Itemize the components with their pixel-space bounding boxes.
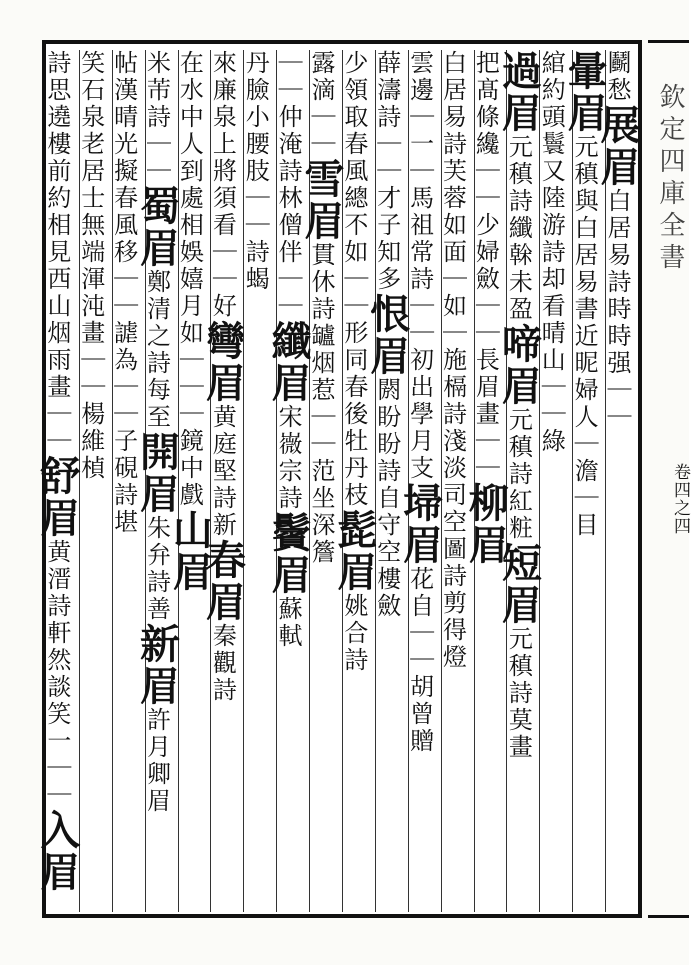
citation-text: 元稹詩纖榦未盈 [504,134,533,323]
text-column [396,50,444,912]
headword: 柳眉 [462,482,510,566]
citation-text: 許月卿眉 [142,707,171,815]
headword: 纖眉 [265,320,313,404]
text-column [593,50,641,912]
text-column [561,50,609,912]
text-column [33,50,81,912]
citation-text: 元稹詩紅粧 [504,407,533,542]
citation-text: 黄庭堅詩新 [208,404,237,539]
citation-text: 談笑一｜｜ [42,674,71,809]
volume-label: 卷四之四 [670,463,690,535]
citation-text: 薛濤詩｜｜才子知多 [372,50,401,293]
citation-text: 來廉泉上將須看｜｜好 [208,50,237,320]
text-column [199,50,247,912]
headword: 短眉 [495,542,543,626]
citation-text: ｜｜ [241,185,270,239]
headword: 展眉 [593,104,641,188]
text-column [109,50,146,912]
headword: 新眉 [133,623,181,707]
citation-text: 詩思遶樓前約相見西山烟雨畫｜｜ [42,50,71,455]
citation-text: 蘇軾 [274,596,303,650]
text-frame [33,40,642,918]
citation-text: 米芾詩｜｜ [142,50,171,185]
citation-text: 露滴｜｜ [306,50,335,158]
headword: 恨眉 [363,293,411,377]
headword: 暈眉 [561,50,609,134]
citation-text: 丹臉小腰肢 [241,50,270,185]
headword: 鬢眉 [265,512,313,596]
headword: 舒眉 [33,455,81,539]
citation-text: 宋嶶宗詩 [274,404,303,512]
book-title: 欽定四庫全書 [655,83,685,275]
text-column [363,50,411,912]
headword: 彎眉 [199,320,247,404]
citation-text: 元稹與白居易書近昵婦人｜澹｜目 [570,134,599,539]
citation-text: 長眉畫｜｜ [471,347,500,482]
text-column [539,50,573,912]
citation-text: 元稹詩莫畫 [504,626,533,761]
citation-text: 把髙條纔｜｜ [471,50,500,212]
headword: 開眉 [133,431,181,515]
text-column [462,50,510,912]
citation-text: 笑石泉老居士無端渾沌畫｜｜楊維楨 [76,50,105,482]
text-column [438,50,475,912]
headword: 埽眉 [396,482,444,566]
citation-text: 春風移｜｜ [109,185,138,320]
citation-text: 秦觀詩 [208,623,237,704]
citation-text: 白居易詩時時强｜｜ [602,188,631,431]
citation-text: ｜鏡中戲 [175,401,204,509]
text-column [297,50,345,912]
citation-text: 姚合詩 [339,593,368,674]
text-column [166,50,214,912]
citation-text: 謔為｜｜ [109,320,138,428]
citation-text: 黄溍詩軒然 [42,539,71,674]
citation-text: 仲淹詩林僧伴｜｜ [274,104,303,320]
headword: 春眉 [199,539,247,623]
citation-text: 花自｜｜胡曾贈 [405,566,434,755]
citation-text: 少領取春風總不如 [339,50,368,266]
headword: 入眉 [33,809,81,893]
headword: 啼眉 [495,323,543,407]
text-column [330,50,378,912]
headword: 過眉 [495,50,543,134]
citation-text: 白居易詩芙蓉如面｜如｜施槅詩淺淡 [438,50,467,482]
citation-text: 少婦斂｜｜ [471,212,500,347]
citation-text: 子硯詩堪 [109,428,138,536]
citation-text: 坐深簷 [306,485,335,566]
headword: 雪眉 [297,158,345,242]
text-column [495,50,543,912]
text-column [243,50,277,912]
citation-text: 詩蝎 [241,239,270,293]
headword: 蜀眉 [133,185,181,269]
text-column [133,50,181,912]
citation-text: 司空圖詩剪得燈 [438,482,467,671]
citation-text: 帖漢晴光擬 [109,50,138,185]
citation-text: 雲邊｜一｜馬祖常詩｜｜初出學月支 [405,50,434,482]
citation-text: 鬬愁 [602,50,631,104]
citation-text: 在水中人到處相娛嬉 [175,50,204,293]
headword: 髭眉 [330,509,378,593]
citation-text: 綰約頭鬟又陸游詩却看晴山｜｜綠 [537,50,566,455]
citation-text: 朱弁詩善 [142,515,171,623]
citation-text: ｜｜ [274,50,303,104]
text-column [265,50,313,912]
citation-text: ｜｜形同春後牡丹枝 [339,266,368,509]
citation-text: 月如｜｜ [175,293,204,401]
citation-text: 閼盼盼詩自守空樓斂 [372,377,401,620]
headword: 山眉 [166,509,214,593]
citation-text: 貫休詩罏烟惹｜｜范 [306,242,335,485]
citation-text: 鄭清之詩每至 [142,269,171,431]
margin-column [648,40,689,918]
text-column [76,50,113,912]
